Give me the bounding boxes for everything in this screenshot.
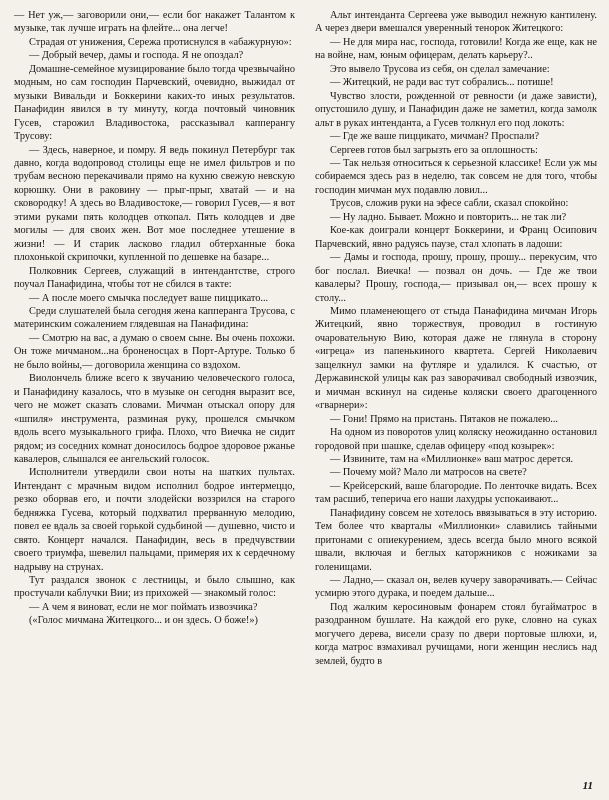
paragraph: Трусов, сложив руки на эфесе сабли, сказал спокойно: <box>330 198 569 210</box>
paragraph: («Голос мичмана Житецкого... и он здесь. О боже!») <box>29 615 258 627</box>
paragraph: Под жалким керосиновым фонарем стоял бугаймaтрос в разодранном бушлате. На каждой его руке, словно на суках могучего дерева, висели сразу по двери портовые шлюхи, и, когда матрос взмахивал ручищами, ноги женщин неслись над землей, будто в <box>315 601 597 667</box>
paragraph: Панафидину совсем не хотелось ввязываться в эту историю. Тем более что кварталы «Миллионки» славились тайными притонами с опиекурением, здесь всегда было много всякой швали, включая и беглых каторжников с ножиками за голенищами. <box>315 507 597 573</box>
paragraph: — Извините, там на «Миллионке» ваш матрос дерется. <box>330 453 574 465</box>
paragraph: Это вывело Трусова из себя, он сделал замечание: <box>330 63 550 75</box>
paragraph: — А чем я виноват, если не мог поймать извозчика? <box>29 601 258 613</box>
paragraph: — Ну ладно. Бывает. Можно и повторить... не так ли? <box>330 211 567 223</box>
paragraph: — Почему мой? Мало ли матросов на свете? <box>330 467 527 479</box>
paragraph: — Где же ваше пиццикато, мичман? Проспали? <box>330 131 540 143</box>
paragraph: — Смотрю на вас, а думаю о своем сыне. Вы очень похожи. Он тоже мичманом...на броненосцах в Порт-Артуре. Только б не было войны,— договорила женщина со вздохом. <box>14 332 295 371</box>
paragraph: — Дамы и господа, прошу, прошу, прошу... перекусим, что бог послал. Виечка! — позвал он дочь. — Где же твои кавалеры? Прошу, господа,— призывал он,— всех прошу к столу... <box>315 252 597 304</box>
paragraph: — Ладно,— сказал он, велев кучеру заворачивать.— Сейчас усмирю этого дурака, и поедем дальше... <box>315 575 597 600</box>
paragraph: На одном из поворотов улиц коляску неожиданно остановил городовой при шашке, сделав офицеру «под козырек»: <box>315 427 597 452</box>
page-number: 11 <box>582 780 593 792</box>
paragraph: Домашне-семейное музицирование было тогда чрезвычайно модным, но сам господин Парчевский, очевидно, выжидал от музыки Вивальди и Боккерини каких-то иных результатов. Панафидин явился в ту минуту, когда почтовый чиновник Гусев, старожил Владивостока, рассказывал капперангу Трусову: <box>14 63 295 143</box>
paragraph: Полковник Сергеев, служащий в интендантстве, строго поучал Панафидина, чтобы тот не сбился в такте: <box>14 265 295 291</box>
paragraph: — А после моего смычка последует ваше пиццикато... <box>29 292 269 304</box>
paragraph: Среди слушателей была сегодня жена капперанга Трусова, с материнским сожалением глядевшая на Панафидина: <box>14 305 295 331</box>
paragraph: — Нет уж,— заговорили они,— если бог накажет Талантом к музыке, так лучше играть на флейте... она легче! <box>14 10 295 35</box>
paragraph: Чувство злости, рожденной от ревности (и даже зависти), опустошило душу, и Панафидин даже не заметил, когда замолк альт в руках интенданта, а Гусев толкнул его под локоть: <box>315 90 597 129</box>
paragraph: Тут раздался звонок с лестницы, и было слышно, как простучали каблучки Вии; из прихожей — знакомый голос: <box>14 575 295 600</box>
paragraph: Альт интенданта Сергеева уже выводил нежную кантилену. А через двери вмешался уверенный тенорок Житецкого: <box>315 10 597 35</box>
paragraph: — Здесь, наверное, и помру. Я ведь покинул Петербург так давно, когда водопровод столицы еще не имел фильтров и по трубам весною перекачивали прямо на кухню свежую невскую корюшку. Они в раковину — прыг-прыг, хватай — и на сковородку! А здесь во Владивостоке,— говорил Гусев,— я вот этими руками пять колодцев откопал. Пять колодцев и две могилы — для своих жен. Вот мое последнее утешение в жизни! — И старик ласково гладил обтерханные бока плохонькой скрипочки, купленной по дешевке на базаре... <box>14 144 295 264</box>
paragraph: — Житецкий, не ради вас тут собрались... потише! <box>330 77 554 89</box>
paragraph: Виолончель ближе всего к звучанию человеческого голоса, и Панафидину казалось, что в музыке он сегодня выразит все, чего не может сказать словами. Мичман отыскал опору для «шпиля» инструмента, разминая руку, прошелся смычком вдоль всего музыкального грифа. Плохо, что Виечка не сидит рядом; из соседних комнат доносилось бодрое здоровое ржанье кавалеров, слышался ее ангельский голосок. <box>14 373 295 465</box>
left-column <box>14 9 295 628</box>
paragraph: — Так нельзя относиться к серьезной классике! Если уж мы собираемся здесь раз в неделю, так совсем не для того, чтобы господин мичман мух подавлю ловил... <box>315 157 597 196</box>
right-column <box>315 9 597 668</box>
paragraph: — Крейсерский, ваше благородие. По ленточке видать. Всех там расшиб, теперича его наши лахудры успокаивают... <box>315 480 597 506</box>
paragraph: — Гони! Прямо на пристань. Пятаков не пожалею... <box>330 413 558 425</box>
paragraph: — Не для мира нас, господа, готовили! Когда же еще, как не на войне, нам, юным офицерам, делать карьеру?.. <box>315 36 597 62</box>
paragraph: Исполнители утвердили свои ноты на шатких пультах. Интендант с мрачным видом исполнил бодрое интермеццо, резко оборвав его, и почти злодейски воззрился на старого бедняжка Гусева, который подхватил прерванную мелодию, повел ее вдаль за своей горькой судьбиной — душевно, чисто и свято. Концерт начался. Панафидин, весь в предчувствии своего триумфа, шевелил пальцами, примеряя их к сердечному надрыву на струнах. <box>14 467 295 573</box>
paragraph: Мимо пламенеющего от стыда Панафидина мичман Игорь Житецкий, явно торжествуя, проводил в гостиную очаровательную Вию, которая даже не глянула в сторону «игреца» из папенькиного квартета. Сергей Николаевич защелкнул замки на футляре и удалился. К счастью, от Державинской улицы как раз заворачивал свободный извозчик, и мичман вскинул на сиденье коляски своего драгоценного «гварнери»: <box>315 305 597 412</box>
paragraph: Кое-как доиграли концерт Боккерини, и Франц Осипович Парчевский, явно радуясь паузе, стал хлопать в ладоши: <box>315 225 597 250</box>
paragraph: — Добрый вечер, дамы и господа. Я не опоздал? <box>29 50 244 62</box>
paragraph: Сергеев готов был загрызть его за оплошность: <box>330 144 538 156</box>
paragraph: Страдая от унижения, Сережа протиснулся в «абажурную»: <box>29 36 292 48</box>
